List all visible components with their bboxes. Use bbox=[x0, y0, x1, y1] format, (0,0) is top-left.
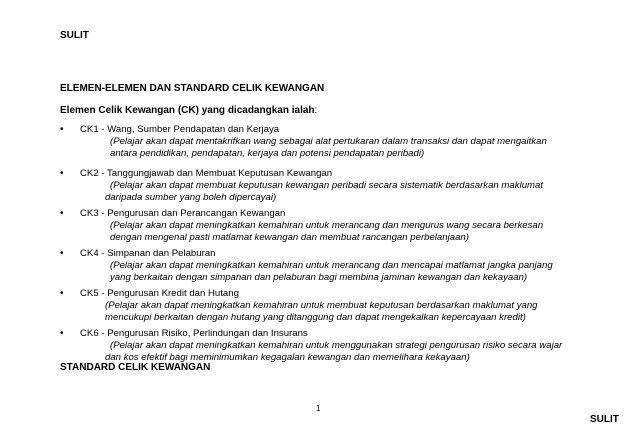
item-desc-line1: (Pelajar akan dapat meningkatkan kemahiran untuk menggunakan strategi pengurusan risiko secara wajar bbox=[110, 340, 563, 351]
bullet-icon: • bbox=[60, 328, 64, 339]
item-label: CK5 - Pengurusan Kredit dan Hutang bbox=[80, 288, 239, 299]
bullet-icon: • bbox=[60, 208, 64, 219]
intro-text: Elemen Celik Kewangan (CK) yang dicadangkan ialah bbox=[60, 105, 315, 116]
item-desc-line1: (Pelajar akan dapat meningkatkan kemahiran untuk membuat keputusan berdasarkan maklumat yang bbox=[105, 300, 538, 311]
bullet-icon: • bbox=[60, 168, 64, 179]
item-label: CK3 - Pengurusan dan Perancangan Kewangan bbox=[80, 208, 286, 219]
bullet-icon: • bbox=[60, 124, 64, 135]
list-item-ck5 bbox=[60, 288, 600, 328]
item-desc-line1: (Pelajar akan dapat meningkatkan kemahiran untuk merancang dan mengurus wang secara berkesan bbox=[110, 220, 544, 231]
item-desc-line1: (Pelajar akan dapat membuat keputusan kewangan peribadi secara sistematik berdasarkan maklumat bbox=[110, 180, 544, 191]
page-number: 1 bbox=[316, 404, 321, 413]
list-item-ck4 bbox=[60, 248, 600, 288]
intro-colon: : bbox=[314, 105, 318, 116]
bullet-icon: • bbox=[60, 248, 64, 259]
intro-line bbox=[60, 105, 317, 116]
section-title: ELEMEN-ELEMEN DAN STANDARD CELIK KEWANGAN bbox=[60, 83, 325, 94]
item-desc-line2: mencukupi berkaitan dengan hutang yang ditanggung dan dapat mengekalkan kepercayaan kredit) bbox=[105, 312, 526, 323]
item-desc-line2: dengan mengenal pasti matlamat kewangan dan membuat rancangan perbelanjaan) bbox=[110, 232, 469, 243]
item-desc-line2: dan kos efektif bagi meminimumkan kegagalan kewangan dan memelihara kekayaan) bbox=[105, 352, 470, 363]
list-item-ck3 bbox=[60, 208, 600, 248]
item-desc-line2: yang berkaitan dengan simpanan dan pelaburan bagi membina jaminan kewangan dan kekayaan) bbox=[110, 272, 528, 283]
bullet-icon: • bbox=[60, 288, 64, 299]
item-desc-line2: antara pendidikan, pendapatan, kerjaya dan potensi pendapatan peribadi) bbox=[110, 148, 425, 159]
list-item-ck1 bbox=[60, 124, 600, 168]
element-list bbox=[60, 124, 600, 368]
item-label: CK4 - Simpanan dan Pelaburan bbox=[80, 248, 216, 259]
header-label: SULIT bbox=[60, 30, 89, 41]
item-desc-line2: daripada sumber yang boleh dipercayai) bbox=[105, 192, 277, 203]
item-desc-line1: (Pelajar akan dapat mentakrifkan wang sebagai alat pertukaran dalam transaksi dan dapat mengaitkan bbox=[110, 136, 547, 147]
item-label: CK6 - Pengurusan Risiko, Perlindungan dan Insurans bbox=[80, 328, 308, 339]
footer-label: SULIT bbox=[590, 414, 619, 425]
item-label: CK1 - Wang, Sumber Pendapatan dan Kerjaya bbox=[80, 124, 280, 135]
item-label: CK2 - Tanggungjawab dan Membuat Keputusan Kewangan bbox=[80, 168, 333, 179]
item-desc-line1: (Pelajar akan dapat meningkatkan kemahiran untuk merancang dan mencapai matlamat jangka panjang bbox=[110, 260, 553, 271]
standard-title: STANDARD CELIK KEWANGAN bbox=[60, 362, 211, 373]
list-item-ck2 bbox=[60, 168, 600, 208]
